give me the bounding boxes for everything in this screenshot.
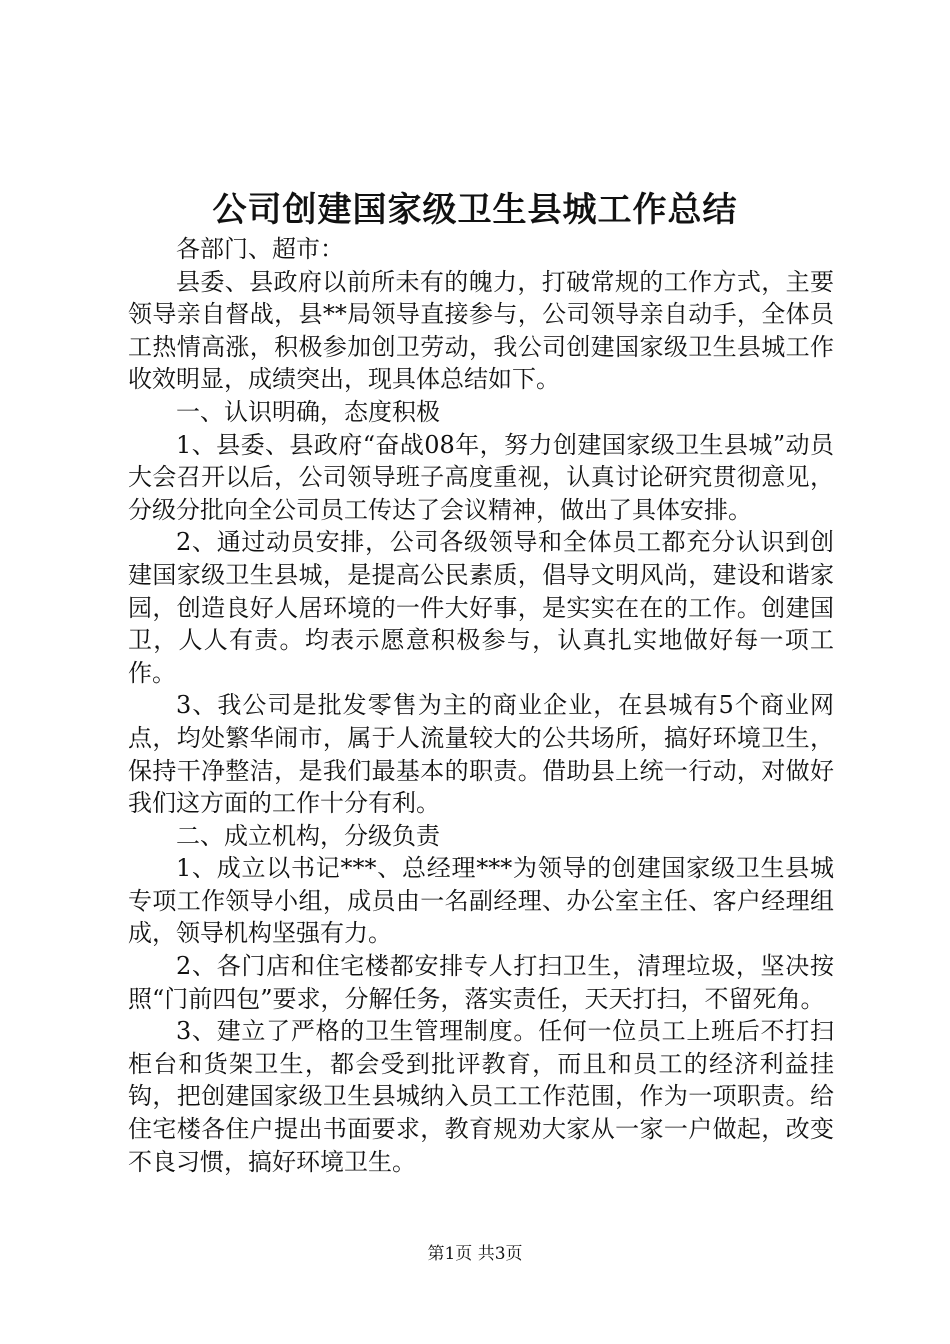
document-body [128,233,834,1178]
section-2-item-3: 3、建立了严格的卫生管理制度。任何一位员工上班后不打扫柜台和货架卫生，都会受到批评教育，而且和员工的经济利益挂钩，把创建国家级卫生县城纳入员工工作范围，作为一项职责。给住宅楼各住户提出书面要求，教育规劝大家从一家一户做起，改变不良习惯，搞好环境卫生。 [128,1017,834,1176]
section-2-item-1: 1、成立以书记***、总经理***为领导的创建国家级卫生县城专项工作领导小组，成员由一名副经理、办公室主任、客户经理组成，领导机构坚强有力。 [128,854,834,948]
section-1-item-1: 1、县委、县政府“奋战08年，努力创建国家级卫生县城”动员大会召开以后，公司领导班子高度重视，认真讨论研究贯彻意见，分级分批向全公司员工传达了会议精神，做出了具体安排。 [128,430,834,524]
document-title: 公司创建国家级卫生县城工作总结 [212,190,738,230]
section-heading-1: 一、认识明确，态度积极 [176,397,440,426]
section-heading-2: 二、成立机构，分级负责 [176,821,440,850]
page-indicator: 第1页 共3页 [427,1244,523,1264]
intro-paragraph: 县委、县政府以前所未有的魄力，打破常规的工作方式，主要领导亲自督战，县**局领导直接参与，公司领导亲自动手，全体员工热情高涨，积极参加创卫劳动，我公司创建国家级卫生县城工作收效明显，成绩突出，现具体总结如下。 [128,267,834,394]
section-1-item-2: 2、通过动员安排，公司各级领导和全体员工都充分认识到创建国家级卫生县城，是提高公民素质，倡导文明风尚，建设和谐家园，创造良好人居环境的一件大好事，是实实在在的工作。创建国卫，人人有责。均表示愿意积极参与，认真扎实地做好每一项工作。 [128,528,834,687]
salutation: 各部门、超市： [176,235,344,263]
section-1-item-3: 3、我公司是批发零售为主的商业企业，在县城有5个商业网点，均处繁华闹市，属于人流量较大的公共场所，搞好环境卫生，保持干净整洁，是我们最基本的职责。借助县上统一行动，对做好我们这方面的工作十分有利。 [128,691,834,818]
section-2-item-2: 2、各门店和住宅楼都安排专人打扫卫生，清理垃圾，坚决按照“门前四包”要求，分解任务，落实责任，天天打扫，不留死角。 [128,952,834,1013]
